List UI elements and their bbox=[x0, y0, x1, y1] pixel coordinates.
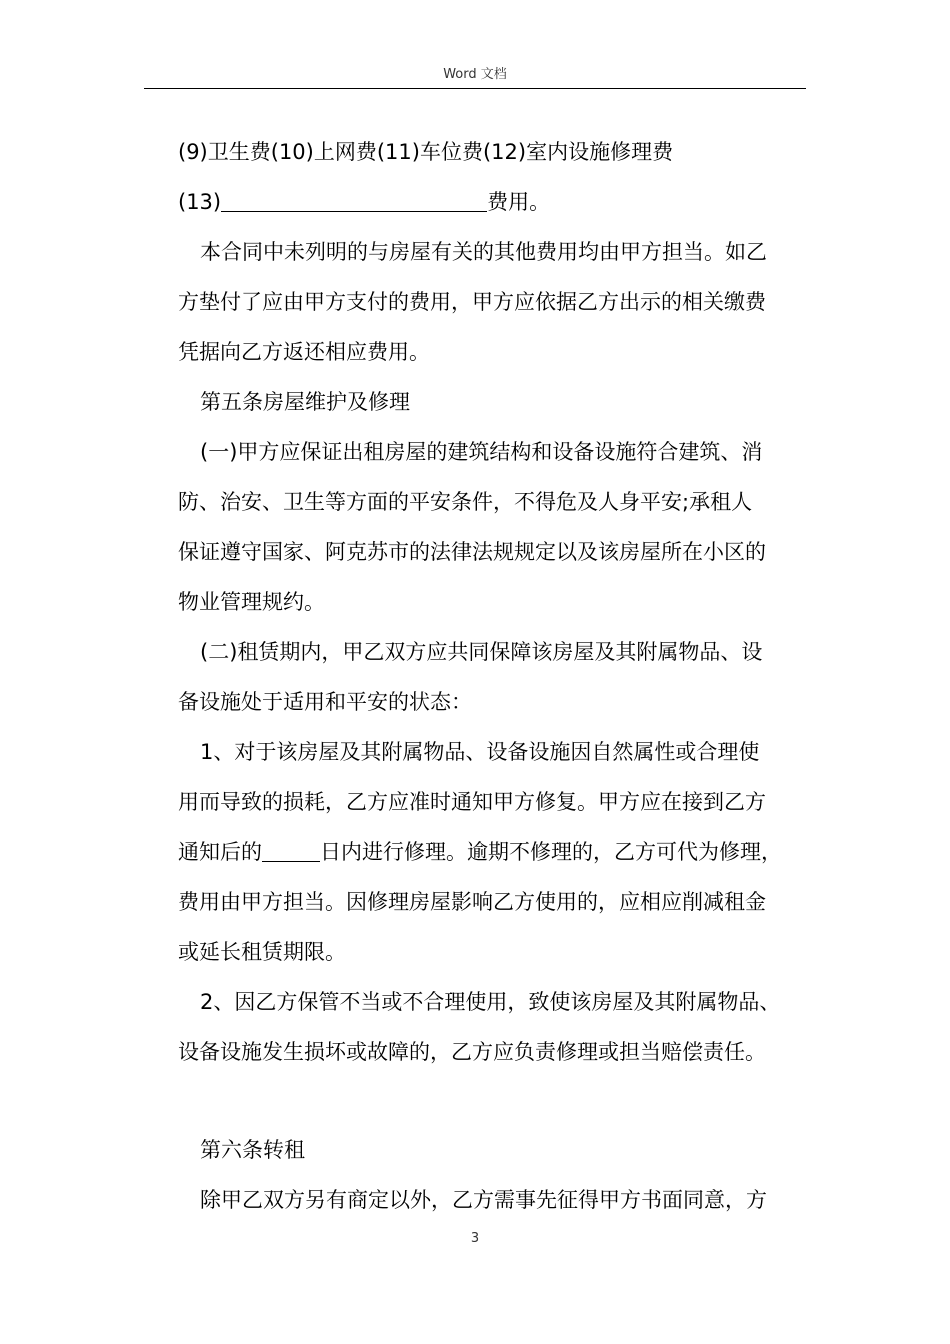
paragraph-line: 除甲乙双方另有商定以外，乙方需事先征得甲方书面同意，方 bbox=[200, 1188, 767, 1212]
text-line: 费用由甲方担当。因修理房屋影响乙方使用的，应相应削减租金 bbox=[178, 890, 766, 914]
document-body bbox=[178, 127, 804, 1225]
fill-in-blank bbox=[262, 839, 320, 862]
text-line bbox=[178, 177, 804, 227]
page-number: 3 bbox=[470, 1231, 480, 1246]
paragraph-line: 1、对于该房屋及其附属物品、设备设施因自然属性或合理使 bbox=[200, 740, 760, 764]
text-line: 物业管理规约。 bbox=[178, 590, 325, 614]
paragraph-spacer bbox=[178, 1077, 804, 1125]
paragraph-line: (二)租赁期内，甲乙双方应共同保障该房屋及其附属物品、设 bbox=[200, 640, 763, 664]
text-segment: (13) bbox=[178, 190, 222, 214]
text-segment: 费用。 bbox=[487, 190, 551, 214]
text-line: 方垫付了应由甲方支付的费用，甲方应依据乙方出示的相关缴费 bbox=[178, 290, 766, 314]
header-divider bbox=[144, 88, 806, 89]
text-line bbox=[178, 827, 804, 877]
paragraph-line: 2、因乙方保管不当或不合理使用，致使该房屋及其附属物品、 bbox=[200, 990, 781, 1014]
text-line: 保证遵守国家、阿克苏市的法律法规规定以及该房屋所在小区的 bbox=[178, 540, 766, 564]
text-line: 或延长租赁期限。 bbox=[178, 940, 346, 964]
text-line: 防、治安、卫生等方面的平安条件，不得危及人身平安;承租人 bbox=[178, 490, 753, 514]
text-segment: 日内进行修理。逾期不修理的，乙方可代为修理， bbox=[320, 840, 782, 864]
fill-in-blank bbox=[221, 189, 487, 212]
paragraph-line: 本合同中未列明的与房屋有关的其他费用均由甲方担当。如乙 bbox=[200, 240, 767, 264]
text-line: 凭据向乙方返还相应费用。 bbox=[178, 340, 430, 364]
section-heading: 第六条转租 bbox=[200, 1138, 305, 1162]
text-line: 设备设施发生损坏或故障的，乙方应负责修理或担当赔偿责任。 bbox=[178, 1040, 766, 1064]
page-header: Word 文档 bbox=[443, 67, 507, 82]
text-line: (9)卫生费(10)上网费(11)车位费(12)室内设施修理费 bbox=[178, 140, 674, 164]
text-line: 用而导致的损耗，乙方应准时通知甲方修复。甲方应在接到乙方 bbox=[178, 790, 766, 814]
text-segment: 通知后的 bbox=[178, 840, 262, 864]
paragraph-line: (一)甲方应保证出租房屋的建筑结构和设备设施符合建筑、消 bbox=[200, 440, 763, 464]
section-heading: 第五条房屋维护及修理 bbox=[200, 390, 410, 414]
text-line: 备设施处于适用和平安的状态： bbox=[178, 690, 472, 714]
